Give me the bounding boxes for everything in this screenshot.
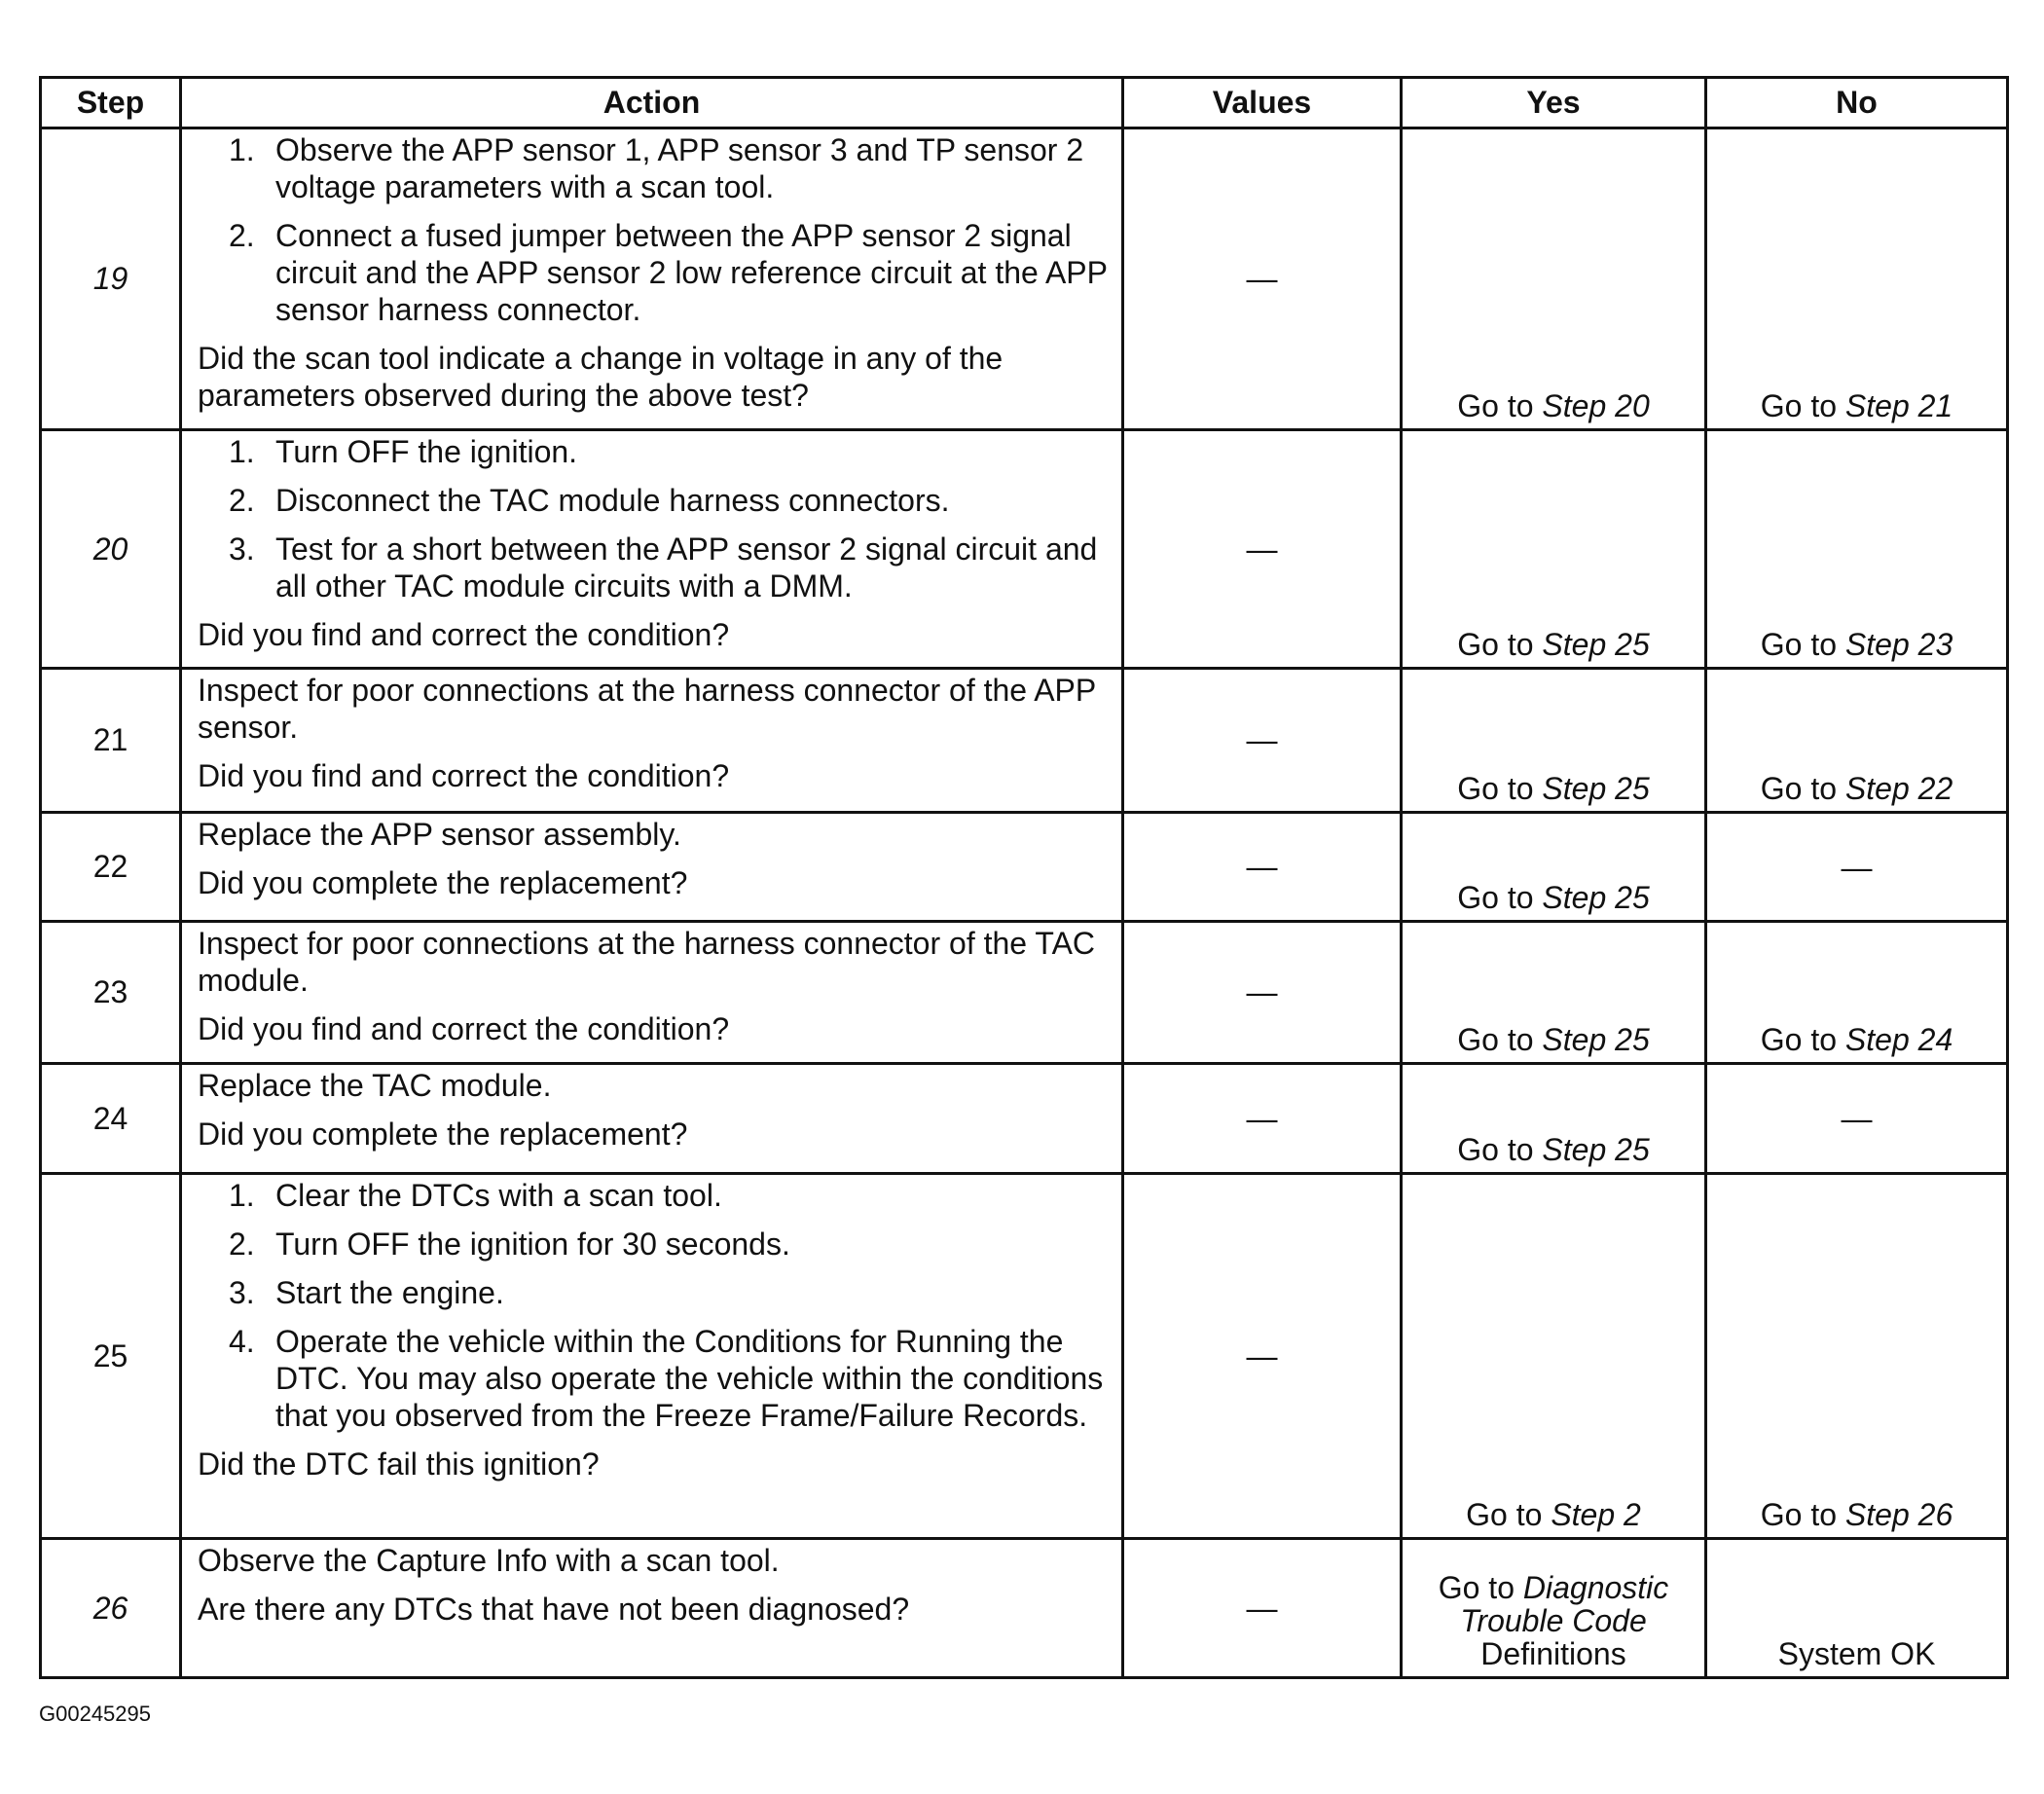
action-cell <box>181 1174 1123 1539</box>
values-cell: — <box>1123 922 1402 1064</box>
values-cell: — <box>1123 669 1402 813</box>
no-cell: Go to Step 21 <box>1706 128 2008 430</box>
action-question: Did you find and correct the condition? <box>198 617 730 652</box>
action-cell <box>181 922 1123 1064</box>
header-action: Action <box>181 78 1123 128</box>
header-row <box>41 78 2008 128</box>
list-item: 2. Connect a fused jumper between the APP sensor 2 signal circuit and the APP sensor 2 low reference circuit at the APP sensor harness connector. <box>229 218 1108 327</box>
values-cell: — <box>1123 1539 1402 1678</box>
diagnostic-table <box>39 76 2009 1679</box>
step-number: 25 <box>41 1174 181 1539</box>
step-reference: Step 25 <box>1542 627 1650 662</box>
list-item: 1. Clear the DTCs with a scan tool. <box>229 1178 722 1213</box>
step-reference: Step 25 <box>1542 1022 1650 1057</box>
yes-cell: Go to Step 25 <box>1402 922 1706 1064</box>
step-reference: Step 24 <box>1844 1022 1953 1057</box>
step-number: 24 <box>41 1064 181 1174</box>
action-cell <box>181 813 1123 922</box>
action-list <box>198 433 1110 604</box>
action-list <box>198 131 1110 328</box>
action-cell <box>181 128 1123 430</box>
step-reference: Step 2 <box>1551 1497 1641 1532</box>
action-instruction: Inspect for poor connections at the harness connector of the APP sensor. <box>198 673 1096 745</box>
action-question: Are there any DTCs that have not been diagnosed? <box>198 1592 910 1627</box>
action-cell <box>181 1539 1123 1678</box>
action-instruction: Inspect for poor connections at the harness connector of the TAC module. <box>198 926 1096 998</box>
step-reference: Step 21 <box>1844 388 1953 423</box>
action-question: Did you find and correct the condition? <box>198 1011 730 1046</box>
step-reference: Step 22 <box>1844 771 1953 806</box>
list-item: 2. Disconnect the TAC module harness connectors. <box>229 483 950 518</box>
list-item: 3. Test for a short between the APP sensor 2 signal circuit and all other TAC module circuits with a DMM. <box>229 531 1098 604</box>
action-cell <box>181 430 1123 669</box>
action-list <box>198 1177 1110 1434</box>
action-question: Did you find and correct the condition? <box>198 758 730 793</box>
yes-cell: Go to Step 25 <box>1402 813 1706 922</box>
step-reference: Step 25 <box>1542 1132 1650 1167</box>
table-row <box>41 430 2008 669</box>
yes-cell: Go to Step 2 <box>1402 1174 1706 1539</box>
values-cell: — <box>1123 1064 1402 1174</box>
figure-id: G00245295 <box>39 1702 151 1726</box>
list-item: 1. Observe the APP sensor 1, APP sensor 3 and TP sensor 2 voltage parameters with a scan tool. <box>229 132 1084 204</box>
step-reference: Step 25 <box>1542 771 1650 806</box>
action-question: Did you complete the replacement? <box>198 865 688 900</box>
action-question: Did the DTC fail this ignition? <box>198 1446 600 1482</box>
step-number: 26 <box>41 1539 181 1678</box>
step-reference: Diagnostic Trouble Code <box>1460 1570 1669 1638</box>
action-question: Did you complete the replacement? <box>198 1117 688 1152</box>
values-cell: — <box>1123 430 1402 669</box>
step-number: 23 <box>41 922 181 1064</box>
list-item: 3. Start the engine. <box>229 1275 504 1310</box>
header-yes: Yes <box>1402 78 1706 128</box>
table-row <box>41 1174 2008 1539</box>
step-number: 20 <box>41 430 181 669</box>
header-step: Step <box>41 78 181 128</box>
step-reference: Step 23 <box>1844 627 1953 662</box>
no-cell: Go to Step 22 <box>1706 669 2008 813</box>
table-row <box>41 1539 2008 1678</box>
table-row <box>41 1064 2008 1174</box>
values-cell: — <box>1123 1174 1402 1539</box>
step-number: 19 <box>41 128 181 430</box>
step-number: 21 <box>41 669 181 813</box>
no-cell: — <box>1706 1064 2008 1174</box>
header-no: No <box>1706 78 2008 128</box>
yes-cell: Go to Step 25 <box>1402 669 1706 813</box>
action-cell <box>181 1064 1123 1174</box>
step-reference: Step 20 <box>1542 388 1650 423</box>
no-cell: Go to Step 23 <box>1706 430 2008 669</box>
list-item: 4. Operate the vehicle within the Conditions for Running the DTC. You may also operate the vehicle within the conditions that you observed from the Freeze Frame/Failure Records. <box>229 1324 1104 1433</box>
values-cell: — <box>1123 128 1402 430</box>
no-cell: Go to Step 26 <box>1706 1174 2008 1539</box>
yes-cell: Go to Step 25 <box>1402 430 1706 669</box>
no-cell: Go to Step 24 <box>1706 922 2008 1064</box>
table-row <box>41 128 2008 430</box>
yes-cell: Go to Step 25 <box>1402 1064 1706 1174</box>
step-reference: Step 25 <box>1542 880 1650 915</box>
step-reference: Step 26 <box>1844 1497 1953 1532</box>
step-number: 22 <box>41 813 181 922</box>
action-cell <box>181 669 1123 813</box>
list-item: 2. Turn OFF the ignition for 30 seconds. <box>229 1227 790 1262</box>
action-instruction: Replace the TAC module. <box>198 1068 552 1103</box>
values-cell: — <box>1123 813 1402 922</box>
table-row <box>41 813 2008 922</box>
no-cell: — <box>1706 813 2008 922</box>
yes-cell: Go to Step 20 <box>1402 128 1706 430</box>
header-values: Values <box>1123 78 1402 128</box>
document <box>39 76 2009 1679</box>
action-instruction: Replace the APP sensor assembly. <box>198 817 681 852</box>
action-instruction: Observe the Capture Info with a scan tool. <box>198 1543 780 1578</box>
list-item: 1. Turn OFF the ignition. <box>229 434 578 469</box>
table-row <box>41 669 2008 813</box>
yes-cell: Go to Diagnostic Trouble Code Definitions <box>1402 1539 1706 1678</box>
action-question: Did the scan tool indicate a change in voltage in any of the parameters observed during the above test? <box>198 341 1004 413</box>
no-cell: System OK <box>1706 1539 2008 1678</box>
table-row <box>41 922 2008 1064</box>
